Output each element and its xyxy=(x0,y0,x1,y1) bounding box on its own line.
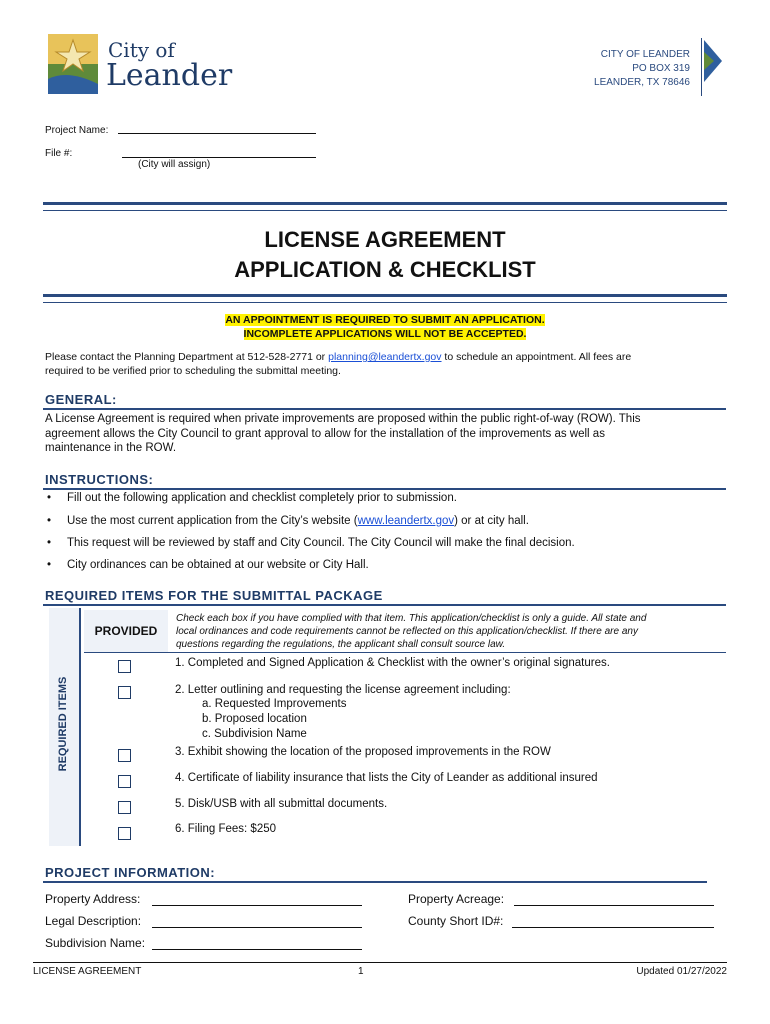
bullet-icon: • xyxy=(47,537,52,549)
instruction-text-1: Fill out the following application and checklist completely prior to submission. xyxy=(67,492,457,504)
required-note-line-3: questions regarding the regulations, the applicant shall consult source law. xyxy=(176,639,506,650)
legal-description-line[interactable] xyxy=(152,927,362,928)
title-line-1: LICENSE AGREEMENT xyxy=(264,227,506,252)
required-item: 3. Exhibit showing the location of the proposed improvements in the ROW xyxy=(175,746,551,758)
checkbox-item-4[interactable] xyxy=(118,775,131,788)
file-number-note: (City will assign) xyxy=(138,159,211,170)
project-info-heading-rule xyxy=(43,881,707,883)
general-paragraph xyxy=(45,412,735,456)
contact-text-after: to schedule an appointment. All fees are xyxy=(441,351,632,363)
required-note-line-2: local ordinances and code requirements cannot be reflected on this application/checklist. If there are any xyxy=(176,626,638,637)
checkbox-item-1[interactable] xyxy=(118,660,131,673)
instruction-text-3: This request will be reviewed by staff and City Council. The City Council will make the final decision. xyxy=(67,537,575,549)
required-note xyxy=(176,612,726,651)
notice-line-2: INCOMPLETE APPLICATIONS WILL NOT BE ACCEPTED. xyxy=(243,328,527,340)
address-line-1: CITY OF LEANDER xyxy=(600,49,690,60)
file-number-line[interactable] xyxy=(122,157,316,158)
planning-email-link[interactable]: planning@leandertx.gov xyxy=(328,351,442,363)
contact-line-2: required to be verified prior to scheduling the submittal meeting. xyxy=(45,365,341,377)
checkbox-item-3[interactable] xyxy=(118,749,131,762)
file-number-label: File #: xyxy=(45,148,73,159)
instruction-text-2-after: ) or at city hall. xyxy=(454,515,529,527)
bullet-icon: • xyxy=(47,559,52,571)
required-side-label: REQUIRED ITEMS xyxy=(57,676,69,772)
legal-description-label: Legal Description: xyxy=(45,914,142,928)
required-header-rule xyxy=(84,652,726,653)
required-item: 4. Certificate of liability insurance that lists the City of Leander as additional insured xyxy=(175,772,598,784)
project-name-line[interactable] xyxy=(118,133,316,134)
county-short-id-label: County Short ID#: xyxy=(408,914,504,928)
instructions-heading: INSTRUCTIONS: xyxy=(45,472,154,487)
required-item: 1. Completed and Signed Application & Checklist with the owner’s original signatures. xyxy=(175,657,610,669)
general-heading-rule xyxy=(43,408,726,410)
title-rule-top xyxy=(43,202,727,211)
bullet-icon: • xyxy=(47,492,52,504)
instruction-text-2: Use the most current application from the City’s website ( xyxy=(67,515,358,527)
subdivision-name-label: Subdivision Name: xyxy=(45,936,146,950)
required-item: 5. Disk/USB with all submittal documents. xyxy=(175,798,388,810)
logo-leander: Leander xyxy=(106,58,233,93)
property-address-label: Property Address: xyxy=(45,892,141,906)
checkbox-item-2[interactable] xyxy=(118,686,131,699)
contact-paragraph xyxy=(45,350,735,378)
general-heading: GENERAL: xyxy=(45,392,117,407)
required-note-line-1: Check each box if you have complied with that item. This application/checklist is only a guide. All state and xyxy=(176,613,647,624)
required-heading: REQUIRED ITEMS FOR THE SUBMITTAL PACKAGE xyxy=(45,588,383,603)
sub-item: a. Requested Improvements xyxy=(202,698,347,710)
property-acreage-line[interactable] xyxy=(514,905,714,906)
title-line-2: APPLICATION & CHECKLIST xyxy=(234,257,536,282)
city-address xyxy=(560,48,690,90)
footer-updated: Updated 01/27/2022 xyxy=(636,966,727,977)
project-name-label: Project Name: xyxy=(45,125,109,136)
county-short-id-line[interactable] xyxy=(512,927,714,928)
address-line-3: LEANDER, TX 78646 xyxy=(594,77,690,88)
general-line-2: agreement allows the City Council to grant approval to allow for the installation of the improvements as well as xyxy=(45,427,605,440)
property-acreage-label: Property Acreage: xyxy=(408,892,505,906)
project-info-heading: PROJECT INFORMATION: xyxy=(45,865,216,880)
instruction-item xyxy=(47,537,575,549)
website-link[interactable]: www.leandertx.gov xyxy=(357,515,455,527)
general-line-1: A License Agreement is required when private improvements are proposed within the public right-of-way (ROW). This xyxy=(45,413,641,425)
property-address-line[interactable] xyxy=(152,905,362,906)
notice-line-1: AN APPOINTMENT IS REQUIRED TO SUBMIT AN APPLICATION. xyxy=(225,314,545,326)
page-title xyxy=(43,225,727,285)
required-item: 6. Filing Fees: $250 xyxy=(175,823,277,835)
bullet-icon: • xyxy=(47,515,52,527)
checkbox-item-6[interactable] xyxy=(118,827,131,840)
general-line-3: maintenance in the ROW. xyxy=(45,442,177,454)
required-heading-rule xyxy=(43,604,726,606)
sub-item: b. Proposed location xyxy=(202,713,307,725)
instruction-item xyxy=(47,559,369,571)
contact-text-before: Please contact the Planning Department at 512-528-2771 or xyxy=(45,351,329,363)
provided-label: PROVIDED xyxy=(94,624,158,638)
instruction-text-4: City ordinances can be obtained at our website or City Hall. xyxy=(67,559,369,571)
appointment-notice xyxy=(43,313,727,341)
instruction-item xyxy=(47,492,457,504)
footer-left: LICENSE AGREEMENT xyxy=(33,966,142,977)
header-arrow-icon xyxy=(704,40,724,82)
logo-city-of: City of xyxy=(108,38,175,62)
checkbox-item-5[interactable] xyxy=(118,801,131,814)
page-number: 1 xyxy=(358,966,364,977)
footer-rule xyxy=(33,962,727,963)
required-item: 2. Letter outlining and requesting the license agreement including: xyxy=(175,684,511,696)
city-logo xyxy=(48,34,238,96)
address-line-2: PO BOX 319 xyxy=(632,63,690,74)
header-divider xyxy=(701,38,702,96)
subdivision-name-line[interactable] xyxy=(152,949,362,950)
logo-emblem-icon xyxy=(48,34,98,94)
title-rule-bottom xyxy=(43,294,727,303)
instruction-item xyxy=(47,515,529,527)
instructions-heading-rule xyxy=(43,488,726,490)
sub-item: c. Subdivision Name xyxy=(202,728,307,740)
